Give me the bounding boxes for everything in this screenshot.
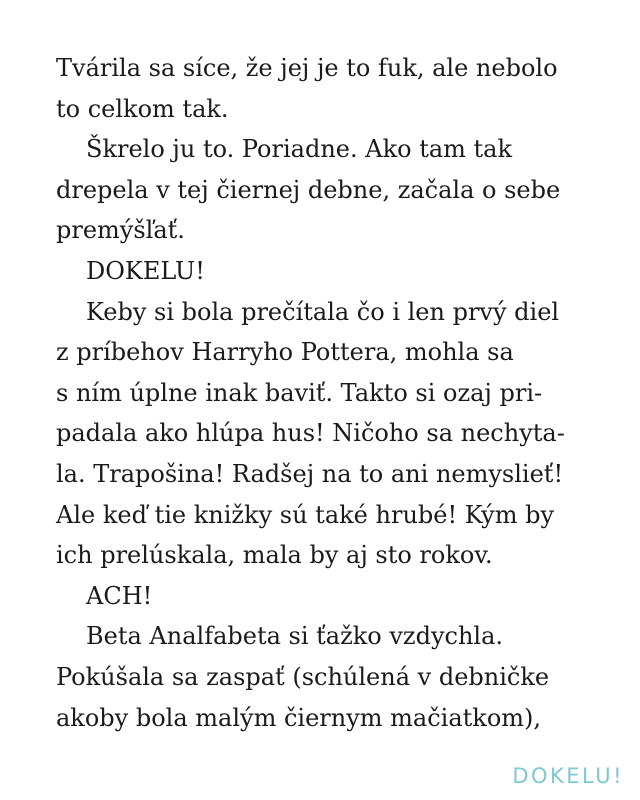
text-line: z príbehov Harryho Pottera, mohla sa xyxy=(56,338,514,367)
text-line: to celkom tak. xyxy=(56,94,229,123)
text-line: la. Trapošina! Radšej na to ani nemyslieť! xyxy=(56,459,564,488)
text-line: Pokúšala sa zaspať (schúlená v debničke xyxy=(56,662,550,691)
text-line: s ním úplne inak baviť. Takto si ozaj pri- xyxy=(56,378,543,407)
text-line: DOKELU! xyxy=(86,256,205,285)
text-line: Keby si bola prečítala čo i len prvý diel xyxy=(86,297,560,326)
text-line: akoby bola malým čiernym mačiatkom), xyxy=(56,703,542,732)
text-line: ACH! xyxy=(86,581,153,610)
text-line: Ale keď tie knižky sú také hrubé! Kým by xyxy=(56,500,554,529)
text-line: Beta Analfabeta si ťažko vzdychla. xyxy=(86,622,504,651)
body-text xyxy=(56,48,604,738)
text-line: padala ako hlúpa hus! Ničoho sa nechyta- xyxy=(56,419,565,448)
text-line: Tvárila sa síce, že jej je to fuk, ale nebolo xyxy=(56,54,558,82)
running-footer-title: DOKELU! xyxy=(512,764,624,788)
text-line: Škrelo ju to. Poriadne. Ako tam tak xyxy=(86,135,513,164)
text-line: drepela v tej čiernej debne, začala o sebe xyxy=(56,175,561,204)
text-line: premýšľať. xyxy=(56,216,185,245)
text-line: ich prelúskala, mala by aj sto rokov. xyxy=(56,541,493,570)
